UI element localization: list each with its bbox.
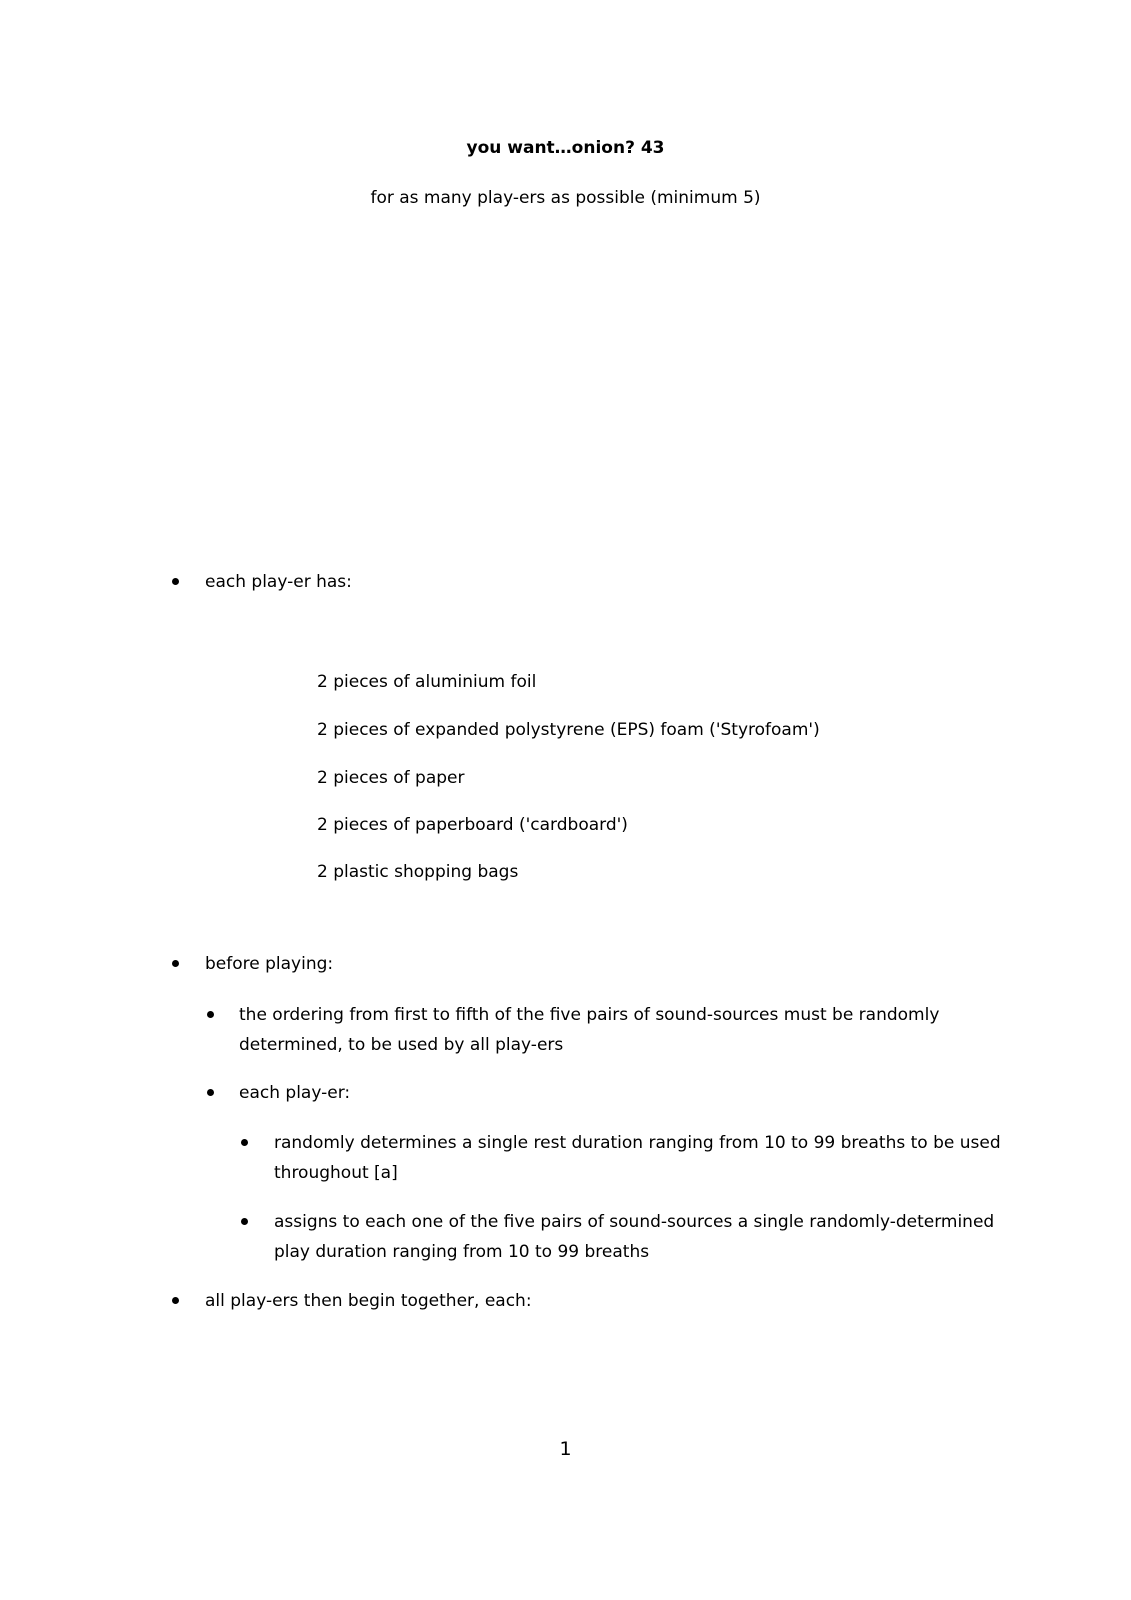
bullet-icon xyxy=(172,960,179,967)
each-player-label: each play-er has: xyxy=(205,572,352,592)
bullet-icon xyxy=(172,1297,179,1304)
list-item: 2 plastic shopping bags xyxy=(317,862,519,882)
play-duration-line-2: play duration ranging from 10 to 99 breaths xyxy=(274,1242,650,1262)
document-title: you want…onion? 43 xyxy=(466,138,665,158)
rest-duration-line-2: throughout [a] xyxy=(274,1163,398,1183)
all-players-label: all play-ers then begin together, each: xyxy=(205,1291,532,1311)
list-item: 2 pieces of aluminium foil xyxy=(317,672,537,692)
list-item: 2 pieces of paper xyxy=(317,768,465,788)
bullet-icon xyxy=(207,1011,214,1018)
page-number: 1 xyxy=(559,1438,572,1460)
before-playing-label: before playing: xyxy=(205,954,334,974)
bullet-icon xyxy=(207,1089,214,1096)
ordering-text-line-1: the ordering from first to fifth of the five pairs of sound-sources must be randomly xyxy=(239,1005,940,1025)
bullet-icon xyxy=(241,1139,248,1146)
bullet-icon xyxy=(172,578,179,585)
each-player-sub-label: each play-er: xyxy=(239,1083,351,1103)
play-duration-line-1: assigns to each one of the five pairs of sound-sources a single randomly-determined xyxy=(274,1212,995,1232)
document-subtitle: for as many play-ers as possible (minimum 5) xyxy=(370,188,761,208)
ordering-text-line-2: determined, to be used by all play-ers xyxy=(239,1035,564,1055)
list-item: 2 pieces of expanded polystyrene (EPS) foam ('Styrofoam') xyxy=(317,720,820,740)
list-item: 2 pieces of paperboard ('cardboard') xyxy=(317,815,628,835)
bullet-icon xyxy=(241,1218,248,1225)
rest-duration-line-1: randomly determines a single rest duration ranging from 10 to 99 breaths to be used xyxy=(274,1133,1001,1153)
